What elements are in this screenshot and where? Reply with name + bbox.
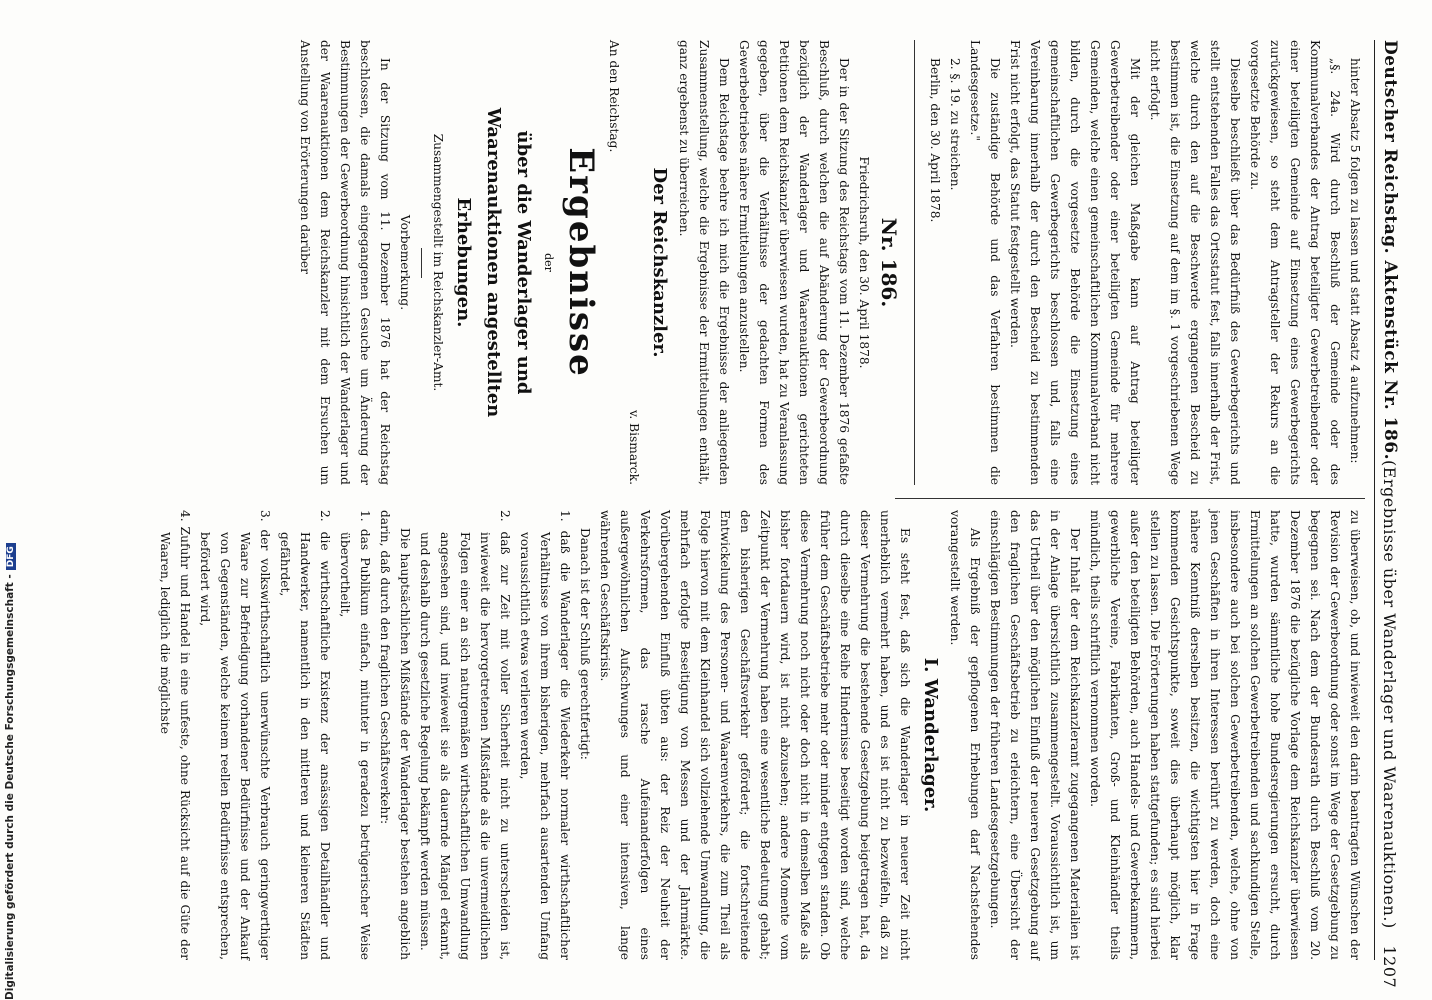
header-title: Deutscher Reichstag. Aktenstück Nr. 186.	[1380, 40, 1400, 461]
header-subtitle	[1381, 460, 1400, 988]
rotated-sheet	[15, 40, 1405, 989]
report-subtitle: über die Wanderlager und Waarenauktionen angestellten Erhebungen.	[453, 107, 534, 418]
list-item: 4. Zufuhr und Handel in eine unfeste, ohne Rücksicht auf die Güte der Waaren, lediglich die möglichste	[158, 510, 192, 960]
paragraph: „§. 24a. Wird durch Beschluß der Gemeinde oder des Kommunalverbandes der Antrag beteiligter Gewerbetreibender oder einer beteiligten Gemeinde auf Einsetzung eines Gewerbegerichts zurückgewiesen, so steht dem Antragsteller der Rekurs an die vorgesetzte Behörde zu.	[1248, 40, 1342, 485]
list-item: 2. die wirthschaftliche Existenz der ansässigen Detailhändler und Handwerker, namentlich in den mittleren und kleineren Städten gefährdet,	[278, 510, 332, 960]
compiled-by: Zusammengestellt im Reichskanzler-Amt.	[431, 133, 445, 392]
document-number: Nr. 186.	[877, 217, 901, 308]
list-item: 2. daß zur Zeit mit voller Sicherheit nicht zu unterscheiden ist, inwieweit die hervorgetretenen Mißstände als die unvermeidlichen Folgen einer an sich naturgemäßen wirthschaftlichen Umwandlung angesehen sind, und inwieweit sie als dauernde Mängel erkannt, und deshalb durch gesetzliche Regelung bekämpft werden müssen.	[418, 510, 512, 960]
short-separator	[421, 248, 422, 278]
paragraph: zu überweisen, ob, und inwieweit den darin beantragten Wünschen der Revision der Gewerbeordnung oder sonst im Wege der Gesetzgebung zu begegnen sei. Nach dem der Bundesrath durch Beschluß vom 20. Dezember 1876 die bezügliche Vorlage dem Reichskanzler überwiesen hatte, wurden sämmtliche hohe Bundesregierungen ersucht, durch Ermittelungen an solchen Gewerbetreibenden und sachkundigen Stelle, insbesondere auch bei solchen Gewerbetreibenden, welche, ohne von jenen Geschäften in ihren Interessen berührt zu werden, doch eine nähere Kenntniß derselben besitzen, die wichtigsten hier in Frage kommenden Gesichtspunkte, soweit dies überhaupt möglich, klar stellen zu lassen. Die Erörterungen haben stattgefunden; es sind hierbei außer den beteiligten Behörden, auch Handels- und Gewerbekammern, gewerbliche Vereine, Fabrikanten, Groß- und Kleinhändler theils mündlich, theils schriftlich vernommen worden.	[1088, 510, 1362, 960]
section-heading: Vorbemerkung.	[398, 214, 412, 311]
place-date: Friedrichsruh, den 30. April 1878.	[857, 156, 871, 369]
right-column	[155, 510, 1365, 960]
paragraph: Die hauptsächlichen Mißstände der Wanderlager bestehen angeblich darin, daß durch den fraglichen Geschäftsverkehr:	[378, 510, 412, 960]
header-topic: (Ergebnisse über Wanderlager und Waarenauktionen.)	[1380, 460, 1400, 929]
date-line: Berlin, den 30. April 1878.	[928, 58, 942, 223]
left-column	[295, 40, 1365, 485]
paragraph: 2. §. 19. zu streichen.	[948, 58, 962, 191]
list-item: 1. das Publikum einfach, mitunter in geradezu betrügerischer Weise übervortheilt,	[338, 510, 372, 960]
addressee: An den Reichstag.	[607, 40, 621, 153]
paragraph: Die zuständige Behörde und das Verfahren bestimmen die Landesgesetze."	[968, 40, 1002, 485]
title-der: der	[542, 253, 555, 272]
sender: Der Reichskanzler.	[649, 167, 670, 358]
section-heading: I. Wanderlager.	[920, 657, 941, 813]
column-divider	[895, 498, 1365, 499]
paragraph: Der in der Sitzung des Reichstags vom 11. Dezember 1876 gefaßte Beschluß, durch welchen die auf Abänderung der Gewerbeordnung bezüglich der Wanderlager und Waarenauktionen gerichteten Petitionen dem Reichskanzler überwiesen wurden, hat zu Veranlassung gegeben, über die Verhältnisse der gedachten Formen des Gewerbebetriebes nähere Ermittelungen anzustellen.	[737, 40, 851, 485]
report-title: Ergebnisse	[561, 147, 601, 378]
digitization-footer	[4, 543, 16, 1000]
paragraph: Als Ergebniß der gepflogenen Erhebungen darf Nachstehendes vorangestellt werden.	[948, 510, 982, 960]
signature: v. Bismarck.	[627, 409, 641, 485]
paragraph: hinter Absatz 5 folgen zu lassen und statt Absatz 4 aufzunehmen:	[1348, 58, 1362, 464]
paragraph: Dieselbe beschließt über das Bedürfniß des Gewerbegerichts und stellt entstehenden Falles das Ortsstatut fest, falls innerhalb der Frist, welche durch den auf die Beschwerde ergangenen Bescheid zu bestimmen ist, die Einsetzung auf dem im §. 1 vorgeschriebenen Wege nicht erfolgt.	[1148, 40, 1242, 485]
paragraph: Dem Reichstage beehre ich mich die Ergebnisse der anliegenden Zusammenstellung, welche die Ergebnisse der Ermittelungen enthält, ganz ergebenst zu überreichen.	[677, 40, 731, 485]
paragraph: In der Sitzung vom 11. Dezember 1876 hat der Reichstag beschlossen, die damals eingegangenen Gesuche um Änderung der Bestimmungen der Gewerbeordnung hinsichtlich der Wanderlager und der Waarenauktionen dem Reichskanzler mit dem Ersuchen um Anstellung von Erörterungen darüber	[298, 40, 392, 485]
paragraph: Der Inhalt der dem Reichskanzleramt zugegangenen Materialien ist in der Anlage übersichtlich zusammengestellt. Voraussichtlich ist, um das Urtheil über den möglichen Einfluß der neueren Gesetzgebung auf den fraglichen Geschäftsbetrieb zu erleichtern, eine Übersicht der einschlägigen Bestimmungen der früheren Landesgesetzgebungen.	[988, 510, 1082, 960]
list-item: 1. daß die Wanderlager die Wiederkehr normaler wirthschaftlicher Verhältnisse von ihrem bisherigen, mehrfach ausartenden Umfang voraussichtlich etwas verlieren werden,	[518, 510, 572, 960]
paragraph: Danach ist der Schluß gerechtfertigt:	[578, 528, 592, 760]
dfg-logo: DFG	[6, 543, 16, 570]
page-header	[1374, 40, 1405, 989]
page-number: 1207	[1380, 945, 1400, 989]
footer-text: Digitalisierung gefördert durch die Deutsche Forschungsgemeinschaft -	[4, 574, 16, 1000]
divider-rule	[914, 40, 915, 485]
paragraph: Mit der gleichen Maßgabe kann auf Antrag beteiligter Gewerbetreibender oder einer beteiligten Gemeinde für mehrere Gemeinden, welche einen gemeinschaftlichen Kommunalverband nicht bilden, durch die vorgesetzte Behörde die Einsetzung eines gemeinschaftlichen Gewerbegerichts beschlossen und, falls eine Vereinbarung innerhalb der durch den Bescheid zu bestimmenden Frist nicht erfolgt, das Statut festgestellt werden.	[1008, 40, 1142, 485]
paragraph: Es steht fest, daß sich die Wanderlager in neuerer Zeit nicht unerheblich vermehrt haben, und es ist nicht zu bezweifeln, daß zu dieser Vermehrung die bestehende Gesetzgebung beigetragen hat, da durch dieselbe eine Reihe Hindernisse beseitigt worden sind, welche früher dem Geschäftsbetriebe mehr oder minder entgegen standen. Ob diese Vermehrung noch nicht oder doch nicht in demselben Maße als bisher fortdauern wird, ist nicht abzusehen; andere Momente vom Zeitpunkt der Vermehrung haben eine wesentliche Bedeutung gehabt; den bisherigen Geschäftsverkehr gefördert; die fortschreitende Entwickelung des Personen- und Waarenverkehrs, die zum Theil als Folge hiervon mit dem Kleinhandel sich vollziehende Umwandlung, die mehrfach erfolgte Beseitigung von Messen und der Jahrmärkte. Vorübergehenden Einfluß übten aus: der Reiz der Neuheit der Verkehrsformen, das rasche Aufeinanderfolgen eines außergewöhnlichen Aufschwunges und einer intensiven, lange währenden Geschäftskrisis.	[598, 510, 912, 960]
list-item: 3. der volkswirthschaftlich unerwünschte Verbrauch geringwerthiger Waare zur Befriedigung vorhandener Bedürfnisse und der Ankauf von Gegenständen, welche keinem reellen Bedürfnisse entsprechen, befördert wird,	[198, 510, 272, 960]
